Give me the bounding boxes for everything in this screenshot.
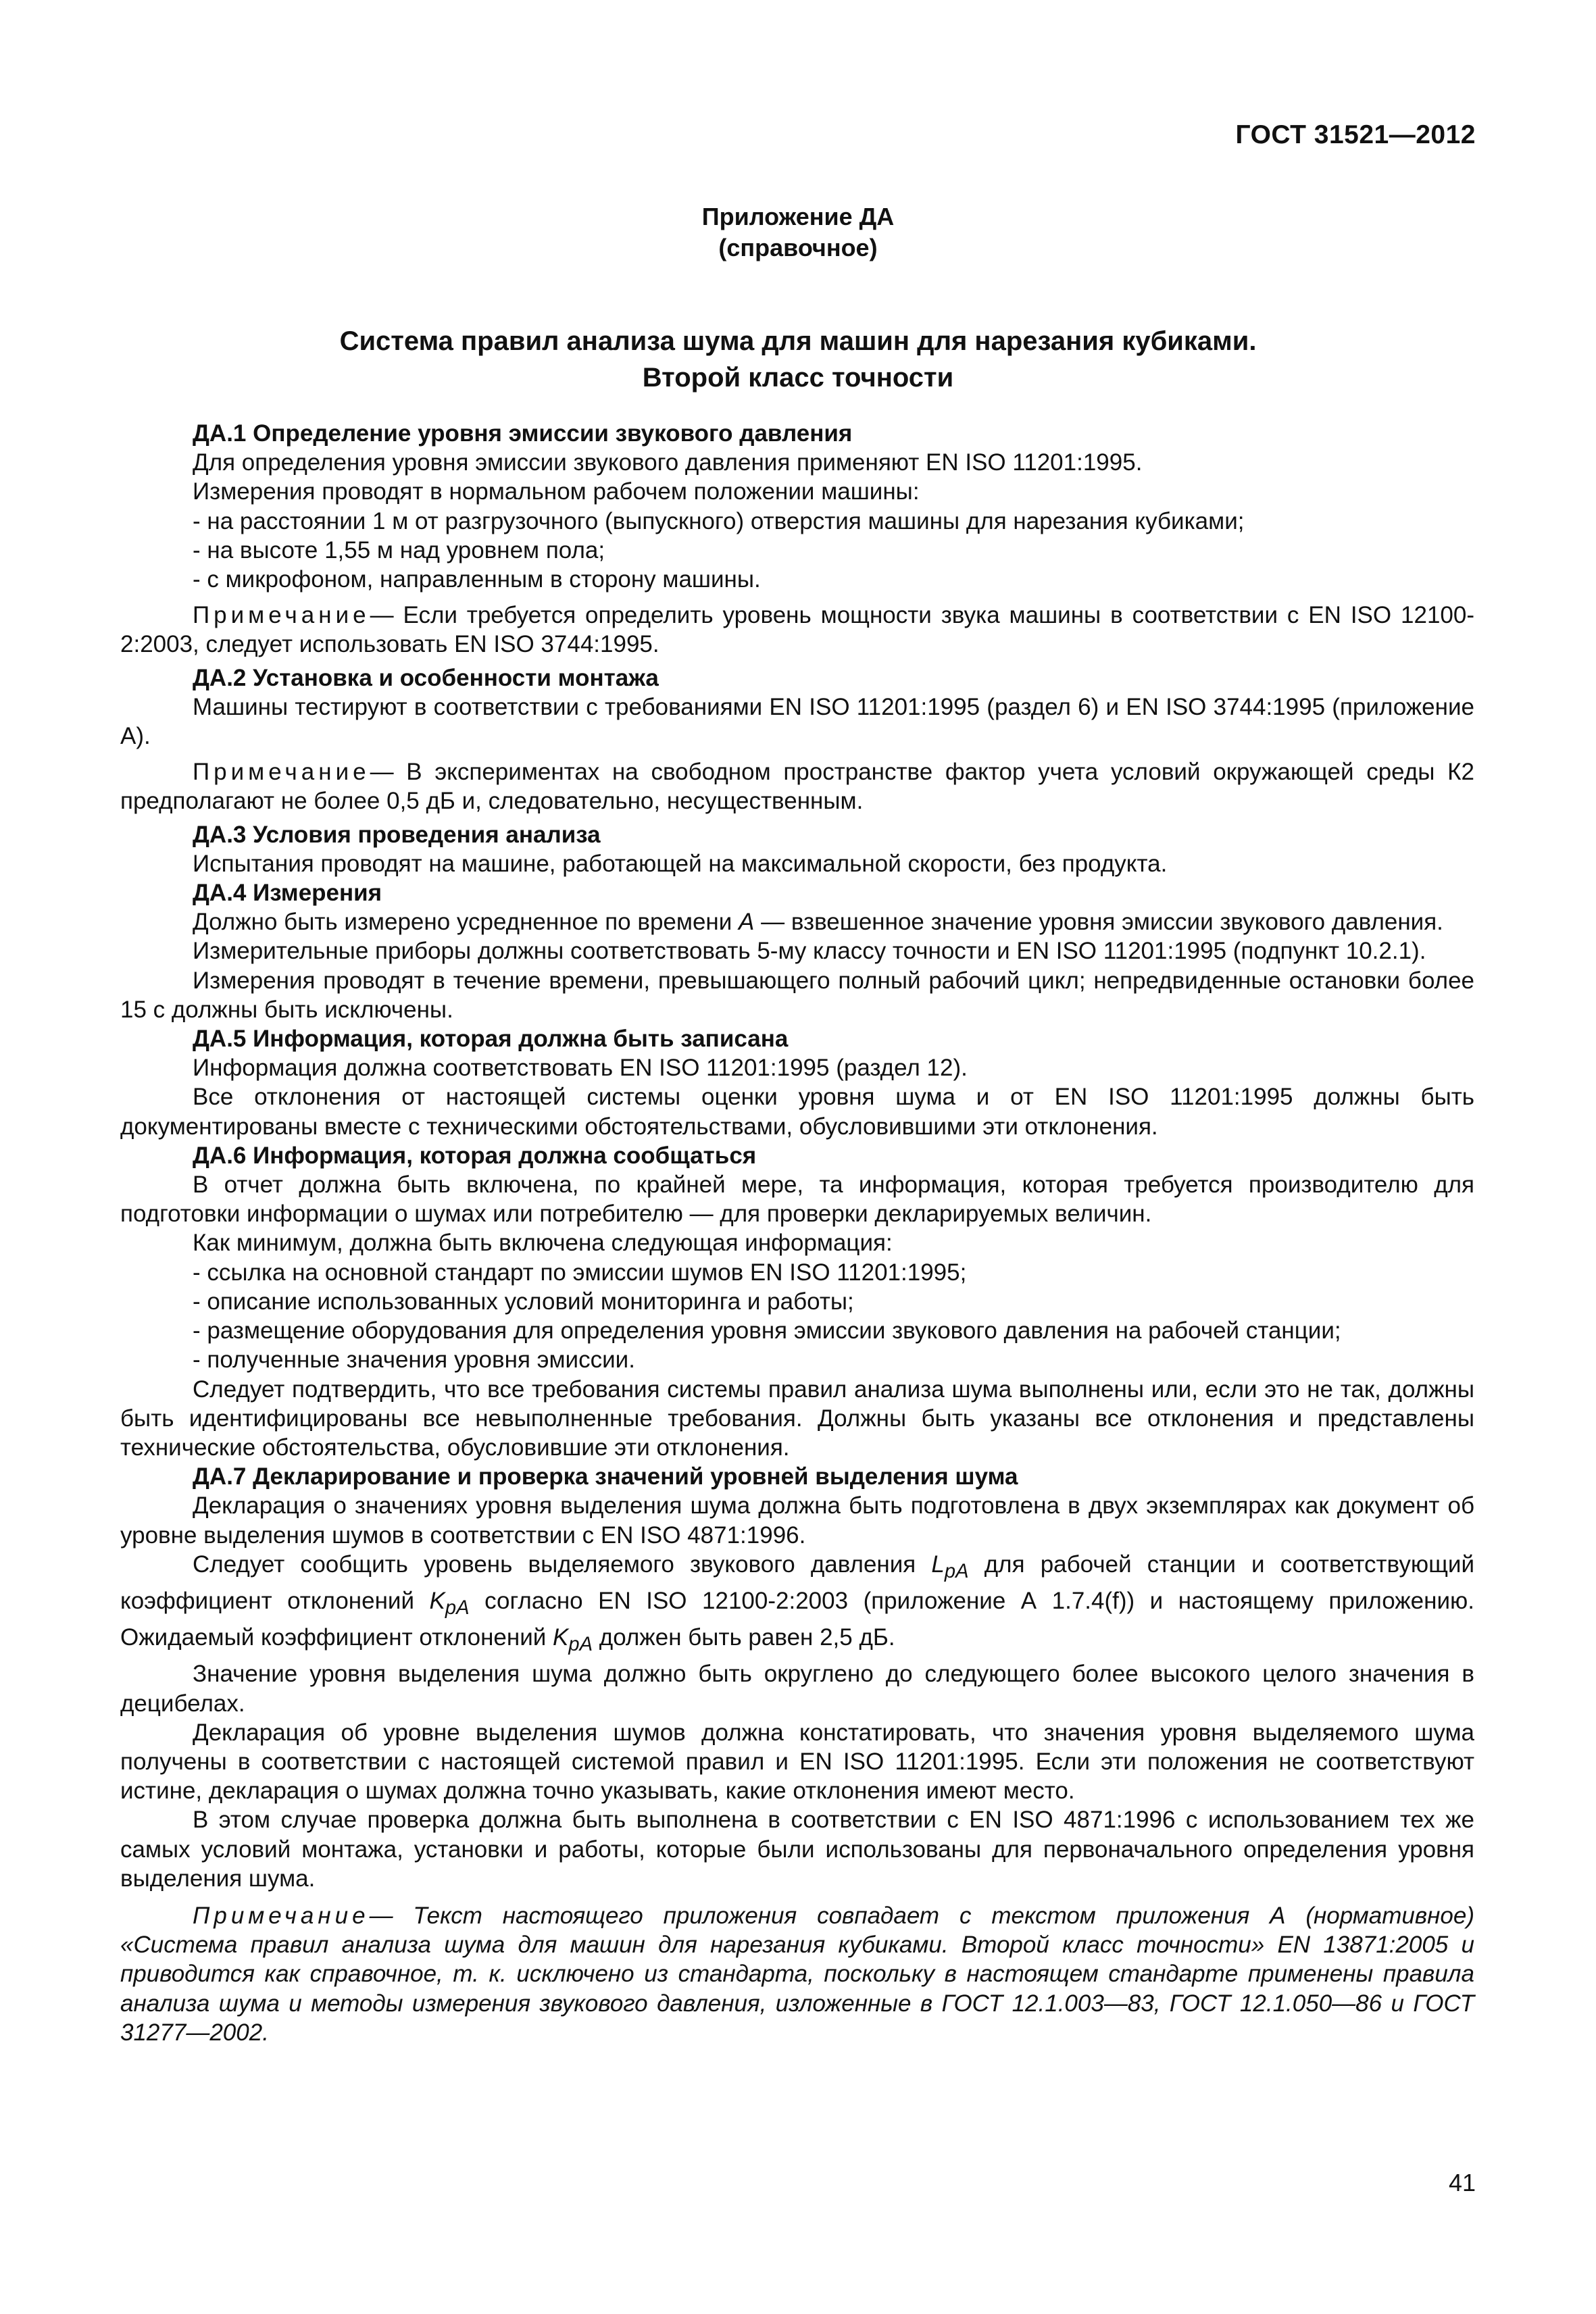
- text-run: Следует сообщить уровень выделяемого звукового давления: [193, 1551, 932, 1578]
- variable-a: А: [739, 909, 755, 936]
- paragraph: [120, 907, 1474, 936]
- symbol-l: L: [931, 1551, 945, 1578]
- symbol-subscript: pA: [944, 1560, 969, 1582]
- section-heading: ДА.5 Информация, которая должна быть записана: [193, 1026, 789, 1053]
- section-heading: ДА.3 Условия проведения анализа: [193, 821, 601, 848]
- paragraph: Информация должна соответствовать EN ISO 11201:1995 (раздел 12).: [193, 1055, 968, 1082]
- paragraph: Измерения проводят в течение времени, превышающего полный рабочий цикл; непредвиденные остановки более 15 с должны быть исключены.: [120, 967, 1474, 1023]
- paragraph: Следует подтвердить, что все требования системы правил анализа шума выполнены или, если это не так, должны быть идентифицированы все невыполненные требования. Должны быть указаны все отклонения и представлены технические обстоятельства, обусловившие эти отклонения.: [120, 1376, 1474, 1461]
- paragraph: Значение уровня выделения шума должно быть округлено до следующего более высокого целого значения в децибелах.: [120, 1661, 1474, 1717]
- section-heading: ДА.2 Установка и особенности монтажа: [193, 664, 659, 691]
- paragraph: Машины тестируют в соответствии с требованиями EN ISO 11201:1995 (раздел 6) и EN ISO 3744:1995 (приложение А).: [120, 693, 1474, 750]
- final-note: [120, 1901, 1474, 2047]
- note-text: — Если требуется определить уровень мощности звука машины в соответствии с EN ISO 12100-2:2003, следует использовать EN ISO 3744:1995.: [120, 602, 1474, 658]
- paragraph: Измерения проводят в нормальном рабочем положении машины:: [193, 478, 920, 505]
- list-item: - описание использованных условий мониторинга и работы;: [193, 1288, 854, 1315]
- document-title-line2: Второй класс точности: [642, 363, 954, 393]
- text-run: Должно быть измерено усредненное по времени: [193, 909, 739, 936]
- paragraph: Декларация об уровне выделения шумов должна констатировать, что значения уровня выделяемого шума получены в соответствии с настоящей системой правил и EN ISO 11201:1995. Если эти положения не соответствуют истине, декларация о шумах должна точно указывать, какие отклонения имеют место.: [120, 1719, 1474, 1805]
- note-label: Примечание: [193, 759, 370, 786]
- annex-heading: [0, 201, 1596, 263]
- text-run: должен быть равен 2,5 дБ.: [593, 1624, 895, 1651]
- section-heading: ДА.4 Измерения: [193, 880, 382, 907]
- note: [120, 757, 1474, 815]
- document-body: [120, 419, 1474, 2047]
- paragraph: [120, 1550, 1474, 1660]
- symbol-subscript: pA: [445, 1596, 470, 1619]
- note: [120, 601, 1474, 659]
- list-item: - на высоте 1,55 м над уровнем пола;: [193, 536, 605, 563]
- paragraph: Декларация о значениях уровня выделения шума должна быть подготовлена в двух экземплярах как документ об уровне выделения шумов в соответствии с EN ISO 4871:1996.: [120, 1492, 1474, 1549]
- text-run: согласно EN ISO 12100-2:2003 (приложение А 1.7.4(f)) и настоящему приложению. Ожидаемый коэффициент отклонений: [120, 1587, 1475, 1651]
- list-item: - на расстоянии 1 м от разгрузочного (выпускного) отверстия машины для нарезания кубиками;: [193, 507, 1245, 534]
- symbol-subscript: pA: [568, 1634, 593, 1656]
- list-item: - ссылка на основной стандарт по эмиссии шумов EN ISO 11201:1995;: [193, 1259, 967, 1286]
- paragraph: Измерительные приборы должны соответствовать 5-му классу точности и EN ISO 11201:1995 (подпункт 10.2.1).: [193, 938, 1426, 965]
- symbol-k: K: [553, 1624, 569, 1651]
- document-title: [0, 323, 1596, 396]
- text-run: — взвешенное значение уровня эмиссии звукового давления.: [754, 909, 1443, 936]
- paragraph: Для определения уровня эмиссии звукового давления применяют EN ISO 11201:1995.: [193, 449, 1143, 476]
- paragraph: Все отклонения от настоящей системы оценки уровня шума и от EN ISO 11201:1995 должны быть документированы вместе с техническими обстоятельствами, обусловившими эти отклонения.: [120, 1084, 1474, 1140]
- note-text: — Текст настоящего приложения совпадает с текстом приложения А (нормативное) «Система правил анализа шума для машин для нарезания кубиками. Второй класс точности» EN 13871:2005 и приводится как справочное, т. к. исключено из стандарта, поскольку в настоящем стандарте применены правила анализа шума и методы измерения звукового давления, изложенные в ГОСТ 12.1.003—83, ГОСТ 12.1.050—86 и ГОСТ 31277—2002.: [120, 1902, 1474, 2046]
- annex-subtitle: (справочное): [718, 234, 878, 261]
- text-run: для рабочей станции и соответствующий коэффициент отклонений: [120, 1551, 1475, 1614]
- paragraph: Испытания проводят на машине, работающей на максимальной скорости, без продукта.: [193, 850, 1168, 877]
- note-text: — В экспериментах на свободном пространстве фактор учета условий окружающей среды К2 предполагают не более 0,5 дБ и, следовательно, несущественным.: [120, 759, 1474, 815]
- symbol-k: K: [429, 1587, 445, 1614]
- paragraph: В отчет должна быть включена, по крайней мере, та информация, которая требуется производителю для подготовки информации о шумах или потребителю — для проверки декларируемых величин.: [120, 1172, 1474, 1228]
- list-item: - размещение оборудования для определения уровня эмиссии звукового давления на рабочей станции;: [193, 1317, 1341, 1344]
- note-label: Примечание: [193, 602, 370, 629]
- section-heading: ДА.1 Определение уровня эмиссии звукового давления: [193, 420, 853, 447]
- section-heading: ДА.7 Декларирование и проверка значений уровней выделения шума: [193, 1463, 1018, 1490]
- note-label: Примечание: [193, 1902, 370, 1929]
- page-number: 41: [1448, 2169, 1476, 2196]
- section-heading: ДА.6 Информация, которая должна сообщаться: [193, 1142, 757, 1169]
- document-title-line1: Система правил анализа шума для машин для нарезания кубиками.: [339, 326, 1257, 356]
- paragraph: В этом случае проверка должна быть выполнена в соответствии с EN ISO 4871:1996 с использованием тех же самых условий монтажа, установки и работы, которые были использованы для первоначального определения уровня выделения шума.: [120, 1807, 1474, 1892]
- paragraph: Как минимум, должна быть включена следующая информация:: [193, 1230, 893, 1257]
- standard-code: ГОСТ 31521—2012: [1235, 120, 1476, 149]
- list-item: - с микрофоном, направленным в сторону машины.: [193, 566, 761, 593]
- annex-title: Приложение ДА: [701, 203, 895, 230]
- list-item: - полученные значения уровня эмиссии.: [193, 1347, 635, 1374]
